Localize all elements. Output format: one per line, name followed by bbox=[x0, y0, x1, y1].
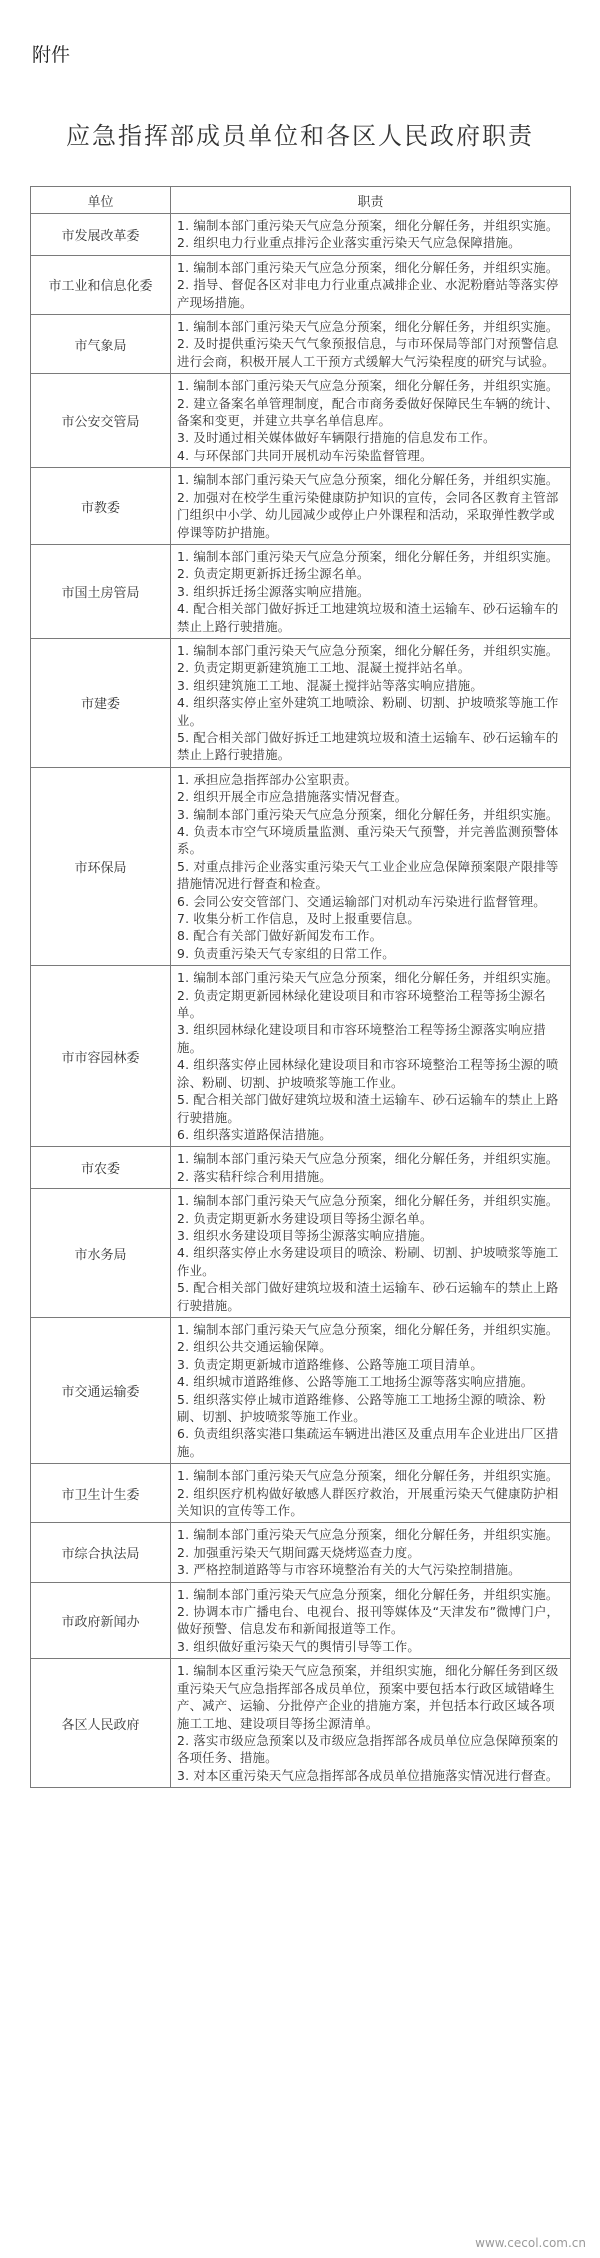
duty-item: 1. 编制本部门重污染天气应急分预案，细化分解任务，并组织实施。 bbox=[177, 1468, 559, 1484]
table-row bbox=[31, 214, 571, 256]
duty-cell bbox=[171, 255, 571, 314]
unit-cell: 市建委 bbox=[31, 638, 171, 767]
duty-item: 2. 组织开展全市应急措施落实情况督查。 bbox=[177, 789, 408, 805]
duty-cell bbox=[171, 1582, 571, 1659]
duty-item: 2. 协调本市广播电台、电视台、报刊等媒体及“天津发布”微博门户，做好预警、信息发布和新闻报道等工作。 bbox=[177, 1604, 560, 1637]
duty-item: 3. 组织建筑施工工地、混凝土搅拌站等落实响应措施。 bbox=[177, 677, 483, 693]
duty-item: 1. 承担应急指挥部办公室职责。 bbox=[177, 771, 358, 787]
table-row bbox=[31, 966, 571, 1147]
duty-cell bbox=[171, 966, 571, 1147]
table-row bbox=[31, 255, 571, 314]
duty-item: 1. 编制本部门重污染天气应急分预案，细化分解任务，并组织实施。 bbox=[177, 472, 559, 488]
table-row bbox=[31, 1659, 571, 1788]
duty-item: 1. 编制本部门重污染天气应急分预案，细化分解任务，并组织实施。 bbox=[177, 1321, 559, 1337]
duty-cell bbox=[171, 767, 571, 965]
duty-item: 1. 编制本部门重污染天气应急分预案，细化分解任务，并组织实施。 bbox=[177, 1586, 559, 1602]
table-row bbox=[31, 1147, 571, 1189]
duty-item: 4. 负责本市空气环境质量监测、重污染天气预警，并完善监测预警体系。 bbox=[177, 824, 559, 857]
unit-cell: 市环保局 bbox=[31, 767, 171, 965]
unit-cell: 各区人民政府 bbox=[31, 1659, 171, 1788]
duty-item: 2. 负责定期更新水务建设项目等扬尘源名单。 bbox=[177, 1210, 433, 1226]
table-row bbox=[31, 1189, 571, 1318]
duty-item: 2. 负责定期更新拆迁扬尘源名单。 bbox=[177, 566, 370, 582]
duty-item: 3. 严格控制道路等与市容环境整治有关的大气污染控制措施。 bbox=[177, 1562, 521, 1578]
unit-cell: 市水务局 bbox=[31, 1189, 171, 1318]
duty-cell bbox=[171, 1659, 571, 1788]
duty-item: 4. 与环保部门共同开展机动车污染监督管理。 bbox=[177, 447, 433, 463]
unit-cell: 市市容园林委 bbox=[31, 966, 171, 1147]
duty-cell bbox=[171, 1464, 571, 1523]
duty-item: 4. 配合相关部门做好拆迁工地建筑垃圾和渣土运输车、砂石运输车的禁止上路行驶措施。 bbox=[177, 601, 559, 634]
duty-item: 5. 配合相关部门做好拆迁工地建筑垃圾和渣土运输车、砂石运输车的禁止上路行驶措施。 bbox=[177, 729, 559, 763]
duty-item: 1. 编制本部门重污染天气应急分预案，细化分解任务，并组织实施。 bbox=[177, 259, 559, 275]
duty-item: 3. 对本区重污染天气应急指挥部各成员单位措施落实情况进行督查。 bbox=[177, 1767, 559, 1783]
duty-item: 6. 会同公安交管部门、交通运输部门对机动车污染进行监督管理。 bbox=[177, 893, 546, 909]
duty-item: 9. 负责重污染天气专家组的日常工作。 bbox=[177, 945, 395, 961]
unit-cell: 市国土房管局 bbox=[31, 544, 171, 638]
duty-item: 3. 组织园林绿化建设项目和市容环境整治工程等扬尘源落实响应措施。 bbox=[177, 1022, 546, 1055]
table-header-row bbox=[31, 187, 571, 214]
duty-item: 5. 对重点排污企业落实重污染天气工业企业应急保障预案限产限排等措施情况进行督查和检查。 bbox=[177, 858, 559, 892]
duty-item: 3. 及时通过相关媒体做好车辆限行措施的信息发布工作。 bbox=[177, 430, 496, 446]
unit-cell: 市综合执法局 bbox=[31, 1523, 171, 1582]
duty-item: 6. 组织落实道路保洁措施。 bbox=[177, 1126, 332, 1142]
duty-item: 2. 及时提供重污染天气气象预报信息，与市环保局等部门对预警信息进行会商，积极开展人工干预方式缓解大气污染程度的研究与试验。 bbox=[177, 336, 559, 369]
unit-cell: 市教委 bbox=[31, 468, 171, 545]
duty-item: 8. 配合有关部门做好新闻发布工作。 bbox=[177, 928, 383, 944]
duty-item: 5. 配合相关部门做好建筑垃圾和渣土运输车、砂石运输车的禁止上路行驶措施。 bbox=[177, 1092, 559, 1125]
duty-item: 3. 组织做好重污染天气的舆情引导等工作。 bbox=[177, 1638, 420, 1654]
duty-item: 2. 指导、督促各区对非电力行业重点减排企业、水泥粉磨站等落实停产现场措施。 bbox=[177, 277, 559, 310]
unit-cell: 市农委 bbox=[31, 1147, 171, 1189]
duty-cell bbox=[171, 315, 571, 374]
duty-item: 3. 负责定期更新城市道路维修、公路等施工项目清单。 bbox=[177, 1356, 483, 1372]
unit-cell: 市卫生计生委 bbox=[31, 1464, 171, 1523]
duty-item: 2. 加强重污染天气期间露天烧烤巡查力度。 bbox=[177, 1544, 420, 1560]
header-unit: 单位 bbox=[31, 187, 171, 214]
duty-item: 1. 编制本部门重污染天气应急分预案，细化分解任务，并组织实施。 bbox=[177, 642, 559, 658]
duty-item: 1. 编制本区重污染天气应急预案，并组织实施，细化分解任务到区级重污染天气应急指挥部各成员单位，预案中要包括本行政区域错峰生产、减产、运输、分批停产企业的措施方案，并包括本行政区域各项施工工地、建设项目等扬尘源清单。 bbox=[177, 1663, 559, 1731]
table-row bbox=[31, 767, 571, 965]
watermark-url: www.cecol.com.cn bbox=[475, 2236, 586, 2250]
table-row bbox=[31, 544, 571, 638]
duty-table bbox=[30, 186, 571, 1788]
duty-item: 2. 组织医疗机构做好敏感人群医疗救治，开展重污染天气健康防护相关知识的宣传等工作。 bbox=[177, 1485, 559, 1519]
duty-item: 7. 收集分析工作信息，及时上报重要信息。 bbox=[177, 911, 420, 927]
duty-item: 2. 组织公共交通运输保障。 bbox=[177, 1339, 332, 1355]
duty-item: 3. 编制本部门重污染天气应急分预案，细化分解任务，并组织实施。 bbox=[177, 806, 559, 822]
unit-cell: 市气象局 bbox=[31, 315, 171, 374]
duty-cell bbox=[171, 1317, 571, 1463]
table-row bbox=[31, 468, 571, 545]
table-row bbox=[31, 1582, 571, 1659]
duty-item: 5. 配合相关部门做好建筑垃圾和渣土运输车、砂石运输车的禁止上路行驶措施。 bbox=[177, 1280, 559, 1313]
duty-item: 5. 组织落实停止城市道路维修、公路等施工工地扬尘源的喷涂、粉刷、切割、护坡喷浆等施工作业。 bbox=[177, 1391, 546, 1424]
attachment-label: 附件 bbox=[32, 44, 71, 66]
duty-item: 2. 落实市级应急预案以及市级应急指挥部各成员单位应急保障预案的各项任务、措施。 bbox=[177, 1732, 559, 1766]
duty-item: 2. 负责定期更新建筑施工工地、混凝土搅拌站名单。 bbox=[177, 660, 471, 676]
duty-item: 1. 编制本部门重污染天气应急分预案，细化分解任务，并组织实施。 bbox=[177, 1527, 559, 1543]
table-row bbox=[31, 1464, 571, 1523]
duty-item: 4. 组织城市道路维修、公路等施工工地扬尘源等落实响应措施。 bbox=[177, 1374, 534, 1390]
table-body bbox=[31, 214, 571, 1788]
duty-item: 2. 负责定期更新园林绿化建设项目和市容环境整治工程等扬尘源名单。 bbox=[177, 987, 546, 1021]
table-row bbox=[31, 374, 571, 468]
duty-item: 3. 组织拆迁扬尘源落实响应措施。 bbox=[177, 583, 370, 599]
duty-item: 1. 编制本部门重污染天气应急分预案，细化分解任务，并组织实施。 bbox=[177, 548, 559, 564]
duty-item: 2. 落实秸秆综合利用措施。 bbox=[177, 1168, 332, 1184]
duty-item: 2. 建立备案名单管理制度，配合市商务委做好保障民生车辆的统计、备案和变更，并建立共享名单信息库。 bbox=[177, 395, 559, 429]
duty-cell bbox=[171, 1189, 571, 1318]
duty-cell bbox=[171, 544, 571, 638]
duty-item: 4. 组织落实停止室外建筑工地喷涂、粉刷、切割、护坡喷浆等施工作业。 bbox=[177, 695, 559, 728]
duty-item: 1. 编制本部门重污染天气应急分预案，细化分解任务，并组织实施。 bbox=[177, 1151, 559, 1167]
duty-item: 4. 组织落实停止园林绿化建设项目和市容环境整治工程等扬尘源的喷涂、粉刷、切割、护坡喷浆等施工作业。 bbox=[177, 1057, 559, 1090]
duty-cell bbox=[171, 638, 571, 767]
unit-cell: 市公安交管局 bbox=[31, 374, 171, 468]
duty-item: 6. 负责组织落实港口集疏运车辆进出港区及重点用车企业进出厂区措施。 bbox=[177, 1426, 559, 1459]
duty-cell bbox=[171, 1147, 571, 1189]
header-duty: 职责 bbox=[171, 187, 571, 214]
duty-cell bbox=[171, 214, 571, 256]
document-title: 应急指挥部成员单位和各区人民政府职责 bbox=[66, 122, 534, 150]
table-row bbox=[31, 638, 571, 767]
duty-item: 2. 加强对在校学生重污染健康防护知识的宣传，会同各区教育主管部门组织中小学、幼儿园减少或停止户外课程和活动，采取弹性教学或停课等防护措施。 bbox=[177, 489, 559, 540]
duty-cell bbox=[171, 374, 571, 468]
table-row bbox=[31, 315, 571, 374]
unit-cell: 市工业和信息化委 bbox=[31, 255, 171, 314]
duty-item: 1. 编制本部门重污染天气应急分预案，细化分解任务，并组织实施。 bbox=[177, 1193, 559, 1209]
duty-item: 2. 组织电力行业重点排污企业落实重污染天气应急保障措施。 bbox=[177, 235, 521, 251]
unit-cell: 市政府新闻办 bbox=[31, 1582, 171, 1659]
unit-cell: 市交通运输委 bbox=[31, 1317, 171, 1463]
duty-cell bbox=[171, 468, 571, 545]
duty-item: 1. 编制本部门重污染天气应急分预案，细化分解任务，并组织实施。 bbox=[177, 319, 559, 335]
duty-item: 3. 组织水务建设项目等扬尘源落实响应措施。 bbox=[177, 1227, 433, 1243]
duty-item: 1. 编制本部门重污染天气应急分预案，细化分解任务，并组织实施。 bbox=[177, 378, 559, 394]
unit-cell: 市发展改革委 bbox=[31, 214, 171, 256]
duty-item: 1. 编制本部门重污染天气应急分预案，细化分解任务，并组织实施。 bbox=[177, 218, 559, 233]
duty-item: 1. 编制本部门重污染天气应急分预案，细化分解任务，并组织实施。 bbox=[177, 970, 559, 986]
duty-item: 4. 组织落实停止水务建设项目的喷涂、粉刷、切割、护坡喷浆等施工作业。 bbox=[177, 1245, 559, 1278]
table-row bbox=[31, 1523, 571, 1582]
table-row bbox=[31, 1317, 571, 1463]
duty-cell bbox=[171, 1523, 571, 1582]
